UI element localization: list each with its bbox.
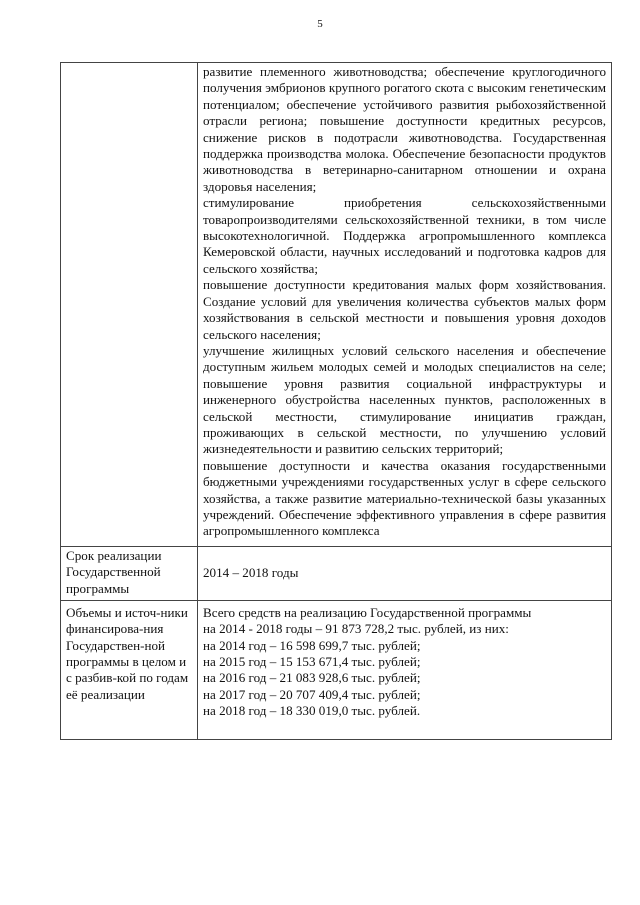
funding-cell [198,600,612,739]
table-row-funding [61,600,612,739]
funding-line: на 2016 год – 21 083 928,6 тыс. рублей; [203,670,421,686]
funding-line: на 2014 - 2018 годы – 91 873 728,2 тыс. рублей, из них: [203,621,509,637]
program-passport-table [60,62,612,740]
funding-line: на 2015 год – 15 153 671,4 тыс. рублей; [203,654,421,669]
objective-paragraph: стимулирование приобретения сельскохозяйственными товаропроизводителями сельскохозяйственной техники, в том числе высокотехнологичной. Поддержка агропромышленного комплекса Кемеровской области, научных исследований и подготовка кадров для сельского хозяйства; [203,195,606,276]
term-label: Срок реализации Государственной программы [61,546,198,600]
row-label-empty [61,63,198,547]
funding-line: Всего средств на реализацию Государственной программы [203,604,532,620]
table-row-objectives [61,63,612,547]
funding-line: на 2018 год – 18 330 019,0 тыс. рублей. [203,703,421,719]
term-value: 2014 – 2018 годы [198,546,612,600]
objective-paragraph: повышение доступности кредитования малых форм хозяйствования. Создание условий для увеличения количества субъектов малых форм хозяйствования в сельской местности и повышения уровня доходов сельского населения; [203,277,606,342]
table-row-term [61,546,612,600]
objectives-cell [198,63,612,547]
objective-paragraph: улучшение жилищных условий сельского населения и обеспечение доступным жильем молодых семей и молодых специалистов на селе; повышение уровня развития социальной инфраструктуры и инженерного обустройства населенных пунктов, расположенных в сельской местности, стимулирование инициатив граждан, проживающих в сельской местности, по улучшению условий жизнедеятельности и развитию сельских территорий; [203,342,606,457]
funding-line: на 2017 год – 20 707 409,4 тыс. рублей; [203,686,421,702]
objective-paragraph: развитие племенного животноводства; обеспечение круглогодичного получения эмбрионов крупного рогатого скота с высоким генетическим потенциалом; обеспечение устойчивого развития рыбохозяйственной отрасли региона; повышение доступности кредитных ресурсов, снижение рисков в подотрасли животноводства. Государственная поддержка производства молока. Обеспечение безопасности продуктов животноводства в ветеринарно-санитарном отношении и охрана здоровья населения; [203,64,606,194]
page-number: 5 [317,18,323,30]
objective-paragraph: повышение доступности и качества оказания государственными бюджетными учреждениями государственных услуг в сфере сельского хозяйства, а также развитие материально-технической базы указанных учреждений. Обеспечение эффективного управления в сфере развития агропромышленного комплекса [203,457,606,539]
funding-label: Объемы и источ-ники финансирова-ния Государствен-ной программы в целом и с разбив-кой по годам её реализации [61,600,198,739]
funding-line: на 2014 год – 16 598 699,7 тыс. рублей; [203,637,421,653]
